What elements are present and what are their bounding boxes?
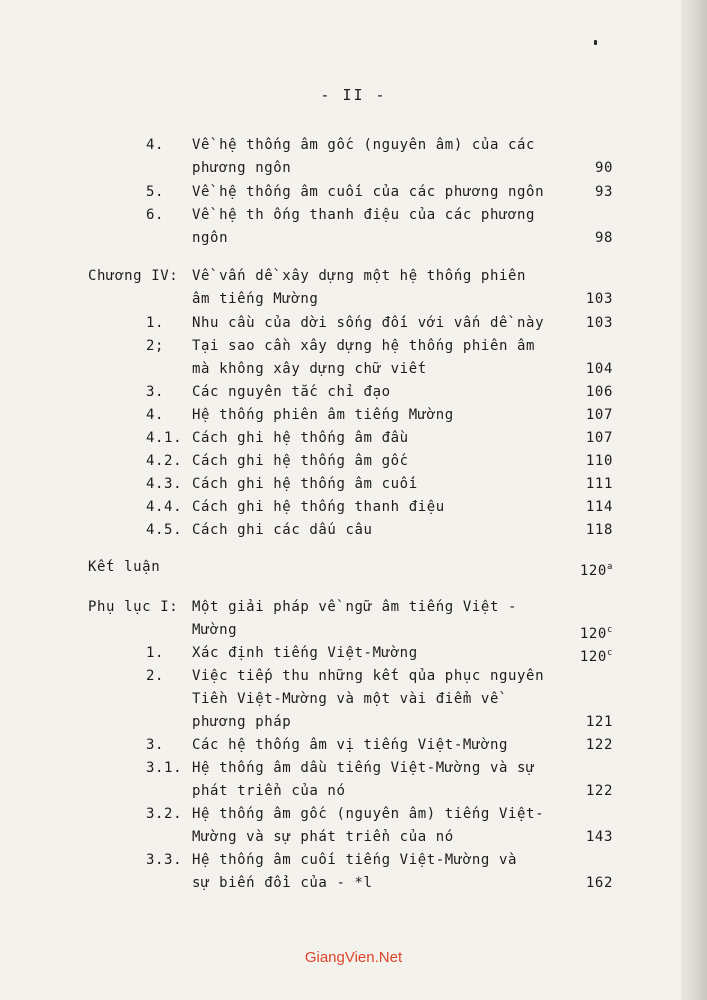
toc-entry-number: 3.1. [146, 760, 183, 776]
toc-entry-title-line: Cách ghi hệ thống âm gốc [192, 453, 409, 469]
toc-entry-number: 4.5. [146, 522, 183, 538]
toc-entry-number: 4.4. [146, 499, 183, 515]
toc-entry-title-line: phát triển của nó [192, 783, 346, 799]
toc-entry-title-line: Hệ thống âm gốc (nguyên âm) tiếng Việt- [192, 806, 545, 822]
toc-entry-page-number: 114 [585, 499, 613, 515]
toc-entry-title-line: Mường và sự phát triển của nó [192, 829, 454, 845]
toc-entry-number: 1. [146, 645, 165, 661]
watermark: GiangVien.Net [304, 949, 403, 966]
toc-entry-number: 2. [146, 668, 165, 684]
toc-entry-page-number: 120 [579, 626, 607, 642]
toc-entry [0, 519, 707, 542]
toc-entry [0, 473, 707, 496]
toc-entry-page-number: 120 [579, 563, 607, 579]
toc-entry-page [586, 358, 613, 381]
toc-entry [0, 404, 707, 427]
toc-entry-page [586, 826, 613, 849]
toc-entry-number: 5. [146, 184, 165, 200]
toc-entry [0, 427, 707, 450]
toc-entry [0, 335, 707, 381]
toc-entry-number: 4.2. [146, 453, 183, 469]
toc-entry-title-line: Kết luận [88, 559, 161, 575]
toc-entry-page-number: 122 [585, 783, 613, 799]
toc-entry-page-number: 104 [585, 361, 613, 377]
toc-entry-number: 1. [146, 315, 165, 331]
toc-entry-number: 4. [146, 407, 165, 423]
toc-entry-page [586, 734, 613, 757]
toc-entry [0, 849, 707, 895]
toc-entry-number: 2; [146, 338, 165, 354]
toc-entry-title-line: sự biến đổi của - *l [192, 875, 373, 891]
toc-entry-title-line: Cách ghi hệ thống âm đầu [192, 430, 409, 446]
toc-entry-page-number: 93 [594, 184, 613, 200]
toc-entry [0, 803, 707, 849]
toc-entry [0, 596, 707, 642]
toc-entry-title-line: âm tiếng Mường [192, 291, 319, 307]
toc-entry-page-number: 143 [585, 829, 613, 845]
toc-entry-title-line: Về hệ th ống thanh điệu của các phương [192, 207, 536, 223]
toc-entry-title-line: Về vấn dề xây dựng một hệ thống phiên [192, 268, 527, 284]
toc-entry-page-suffix: c [606, 648, 613, 658]
toc-entry-number: 3.2. [146, 806, 183, 822]
page-number: - II - [320, 86, 387, 104]
toc-entry-title-line: Tại sao cần xây dựng hệ thống phiên âm [192, 338, 536, 354]
toc-entry-page-number: 98 [594, 230, 613, 246]
toc-entry-title-line: Về hệ thống âm cuối của các phương ngôn [192, 184, 545, 200]
toc-entry-title-line: Xác định tiếng Việt-Mường [192, 645, 418, 661]
toc-entry-page [586, 519, 613, 542]
toc-entry-page-number: 118 [585, 522, 613, 538]
toc-entry [0, 181, 707, 204]
toc-entry-page-number: 111 [585, 476, 613, 492]
toc-entry-page-number: 110 [585, 453, 613, 469]
toc-entry-page [586, 780, 613, 803]
toc-entry-page-number: 107 [585, 430, 613, 446]
toc-entry-page [586, 496, 613, 519]
toc-entry-title-line: Về hệ thống âm gốc (nguyên âm) của các [192, 137, 536, 153]
toc-entry [0, 734, 707, 757]
toc-entry [0, 642, 707, 665]
toc-entry-page-number: 103 [585, 291, 613, 307]
toc-entry-page [586, 312, 613, 335]
toc-entry-page-number: 120 [579, 649, 607, 665]
toc-entry-page-number: 121 [585, 714, 613, 730]
toc-entry-page-number: 122 [585, 737, 613, 753]
toc-entry-page [586, 711, 613, 734]
toc-entry-number: 6. [146, 207, 165, 223]
toc-entry-title-line: Tiền Việt-Mường và một vài điểm về [192, 691, 499, 707]
toc-entry-title-line: mà không xây dựng chữ viết [192, 361, 427, 377]
toc-entry-title-line: Mường [192, 622, 238, 638]
toc-entry [0, 381, 707, 404]
toc-entry-page [586, 288, 613, 311]
toc-entry-number: 3.3. [146, 852, 183, 868]
toc-entry-title-line: phương pháp [192, 714, 292, 730]
toc-entry-page-suffix: c [606, 625, 613, 635]
toc-entry-number: 4.3. [146, 476, 183, 492]
toc-entry-title-line: Một giải pháp về ngữ âm tiếng Việt - [192, 599, 518, 615]
toc-entry-page-number: 106 [585, 384, 613, 400]
toc-entry-page-number: 162 [585, 875, 613, 891]
toc-entry-title-line: Cách ghi hệ thống thanh điệu [192, 499, 445, 515]
toc-entry-page [595, 157, 613, 180]
toc-entry-page-number: 107 [585, 407, 613, 423]
toc-entry-page [586, 473, 613, 496]
toc-entry-page [595, 181, 613, 204]
toc-entry-number: 3. [146, 384, 165, 400]
toc-entry-page [580, 556, 613, 583]
toc-entry-page [586, 404, 613, 427]
toc-entry [0, 450, 707, 473]
toc-entry-number: Chương IV: [88, 268, 179, 284]
toc-entry-title-line: phương ngôn [192, 160, 292, 176]
toc-entry-title-line: ngôn [192, 230, 229, 246]
toc-entry [0, 134, 707, 180]
toc-entry-page-number: 103 [585, 315, 613, 331]
toc-entry-title-line: Cách ghi hệ thống âm cuối [192, 476, 418, 492]
ink-speck [594, 40, 597, 45]
toc-entry [0, 757, 707, 803]
toc-entry-title-line: Hệ thống phiên âm tiếng Mường [192, 407, 454, 423]
toc-entry-title-line: Việc tiếp thu những kết qủa phục nguyên [192, 668, 545, 684]
toc-entry [0, 496, 707, 519]
toc-entry [0, 312, 707, 335]
toc-entry [0, 556, 707, 579]
toc-entry-number: 3. [146, 737, 165, 753]
toc-entry-title-line: Các hệ thống âm vị tiếng Việt-Mường [192, 737, 509, 753]
toc-entry-page [586, 872, 613, 895]
toc-entry-title-line: Cách ghi các dấu câu [192, 522, 373, 538]
toc-entry-page-number: 90 [594, 160, 613, 176]
toc-entry-title-line: Nhu cầu của dời sống đối với vấn dề này [192, 315, 545, 331]
toc-entry-number: Phụ lục I: [88, 599, 179, 615]
toc-entry [0, 204, 707, 250]
toc-entry-page [595, 227, 613, 250]
toc-entry-number: 4. [146, 137, 165, 153]
toc-entry-number: 4.1. [146, 430, 183, 446]
toc-entry-title-line: Các nguyên tắc chỉ đạo [192, 384, 391, 400]
toc-entry-page [586, 381, 613, 404]
toc-entry-title-line: Hệ thống âm dầu tiếng Việt-Mường và sự [192, 760, 536, 776]
toc-entry-page [586, 427, 613, 450]
toc-entry [0, 665, 707, 734]
toc-entry-page [586, 450, 613, 473]
toc-entry-page-suffix: a [606, 562, 613, 572]
toc-entry [0, 265, 707, 311]
toc-entry-title-line: Hệ thống âm cuối tiếng Việt-Mường và [192, 852, 518, 868]
